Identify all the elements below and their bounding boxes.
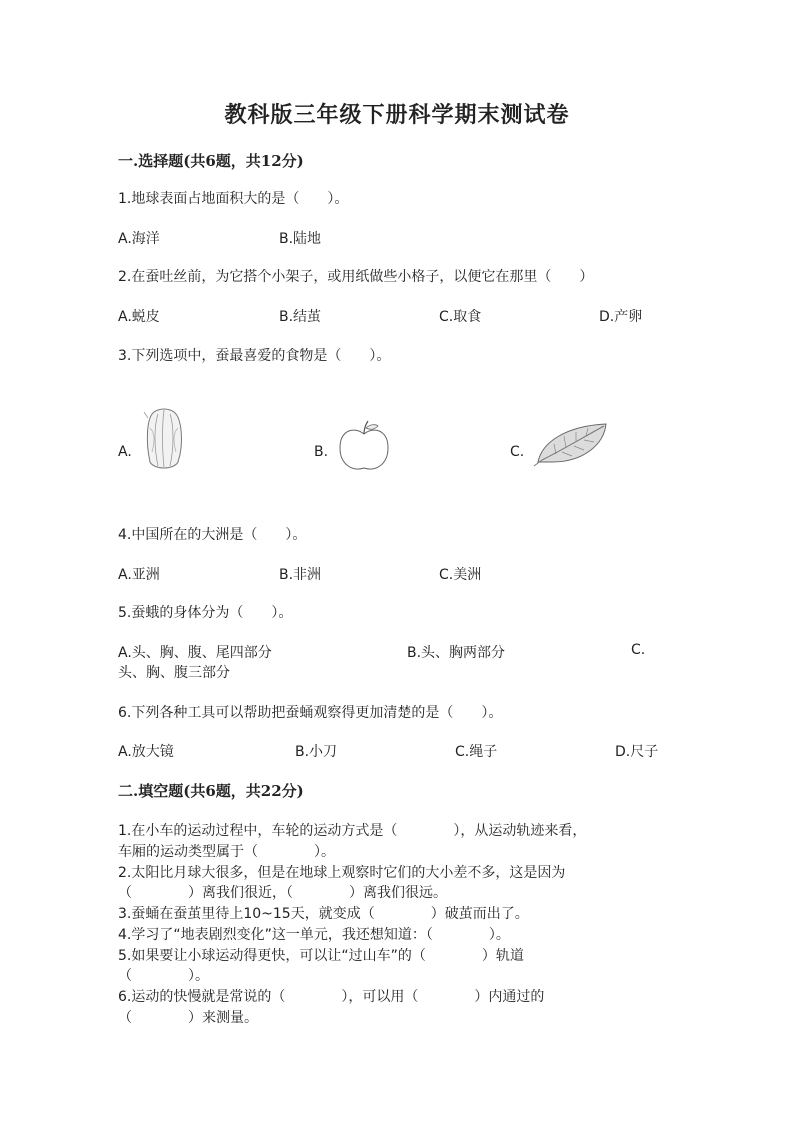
q5-option-c: C. <box>631 642 646 658</box>
q6-option-d: D.尺子 <box>615 744 659 760</box>
q1-option-a: A.海洋 <box>118 231 160 247</box>
q3-option-a: A. <box>118 444 132 460</box>
fill-line: 5.如果要让小球运动得更快，可以让“过山车”的（ ）轨道 <box>118 948 524 964</box>
q1-option-b: B.陆地 <box>279 231 322 247</box>
question-1: 1.地球表面占地面积大的是（ ）。 <box>118 191 349 207</box>
fill-line: 2.太阳比月球大很多，但是在地球上观察时它们的大小差不多，这是因为 <box>118 865 566 881</box>
q3-option-b: B. <box>314 444 329 460</box>
apple-icon <box>336 418 392 474</box>
section-heading-fill: 二.填空题(共6题，共22分) <box>118 782 304 800</box>
page-title: 教科版三年级下册科学期末测试卷 <box>224 102 570 128</box>
q2-option-b: B.结茧 <box>279 309 322 325</box>
q5-option-a: A.头、胸、腹、尾四部分 <box>118 645 272 661</box>
q6-option-b: B.小刀 <box>295 744 338 760</box>
fill-line: 1.在小车的运动过程中，车轮的运动方式是（ ），从运动轨迹来看， <box>118 823 587 839</box>
fill-line: 车厢的运动类型属于（ ）。 <box>118 844 335 860</box>
q2-option-a: A.蜕皮 <box>118 309 160 325</box>
section-heading-choice: 一.选择题(共6题，共12分) <box>118 152 304 170</box>
q5-option-b: B.头、胸两部分 <box>407 645 506 661</box>
fill-line: （ ）离我们很近，（ ）离我们很远。 <box>118 885 447 901</box>
q4-option-a: A.亚洲 <box>118 567 160 583</box>
fill-line: 6.运动的快慢就是常说的（ ），可以用（ ）内通过的 <box>118 989 545 1005</box>
mulberry-leaf-icon <box>532 422 612 468</box>
fill-line: 4.学习了“地表剧烈变化”这一单元，我还想知道：（ ）。 <box>118 927 510 943</box>
q6-option-a: A.放大镜 <box>118 744 174 760</box>
question-4: 4.中国所在的大洲是（ ）。 <box>118 527 307 543</box>
question-5: 5.蚕蛾的身体分为（ ）。 <box>118 605 293 621</box>
question-2: 2.在蚕吐丝前，为它搭个小架子，或用纸做些小格子，以便它在那里（ ） <box>118 269 594 285</box>
q4-option-b: B.非洲 <box>279 567 322 583</box>
question-3: 3.下列选项中，蚕最喜爱的食物是（ ）。 <box>118 348 391 364</box>
fill-line: （ ）。 <box>118 968 209 984</box>
q2-option-d: D.产卵 <box>599 309 643 325</box>
fill-line: 3.蚕蛹在蚕茧里待上10~15天，就变成（ ）破茧而出了。 <box>118 906 529 922</box>
q6-option-c: C.绳子 <box>455 744 498 760</box>
q4-option-c: C.美洲 <box>439 567 482 583</box>
fill-line: （ ）来测量。 <box>118 1010 258 1026</box>
q2-option-c: C.取食 <box>439 309 482 325</box>
cabbage-icon <box>140 404 188 472</box>
question-6: 6.下列各种工具可以帮助把蚕蛹观察得更加清楚的是（ ）。 <box>118 705 503 721</box>
q3-option-c: C. <box>510 444 525 460</box>
q5-option-c-text: 头、胸、腹三部分 <box>118 665 230 681</box>
